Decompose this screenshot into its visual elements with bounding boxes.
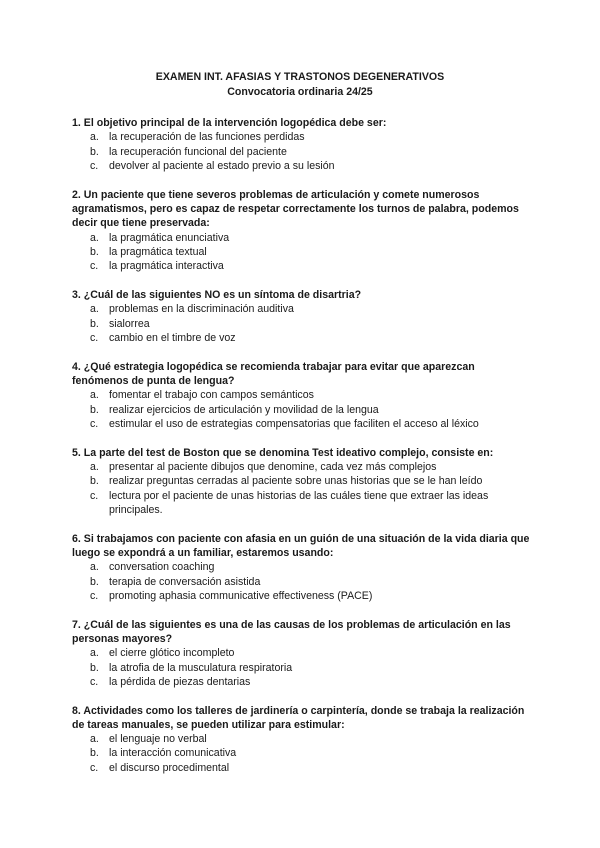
- answer-option: [72, 474, 532, 488]
- option-letter: b.: [90, 575, 99, 588]
- question-3: [72, 288, 532, 345]
- option-text: estimular el uso de estrategias compensatorias que faciliten el acceso al léxico: [109, 417, 479, 430]
- answer-option: [72, 159, 532, 173]
- option-letter: a.: [90, 733, 99, 746]
- answer-option: [72, 746, 532, 760]
- option-letter: c.: [90, 260, 99, 273]
- option-text: la pérdida de piezas dentarias: [109, 675, 251, 688]
- answer-option: [72, 589, 532, 603]
- option-letter: c.: [90, 489, 99, 502]
- answer-option: [72, 560, 532, 574]
- option-text: presentar al paciente dibujos que denomine, cada vez más complejos: [109, 460, 437, 473]
- option-letter: c.: [90, 589, 99, 602]
- answer-options: [72, 302, 532, 345]
- option-text: problemas en la discriminación auditiva: [109, 303, 294, 316]
- question-1: [72, 116, 532, 173]
- option-text: realizar preguntas cerradas al paciente sobre unas historias que se le han leído: [109, 475, 483, 488]
- question-text: 7. ¿Cuál de las siguientes es una de las causas de los problemas de articulación en las personas mayores?: [72, 618, 511, 645]
- answer-option: [72, 317, 532, 331]
- question-2: [72, 188, 532, 274]
- answer-option: [72, 245, 532, 259]
- option-letter: a.: [90, 460, 99, 473]
- answer-option: [72, 302, 532, 316]
- option-text: lectura por el paciente de unas historias de las cuáles tiene que extraer las ideas principales.: [109, 489, 489, 516]
- option-text: la interacción comunicativa: [109, 747, 237, 760]
- option-letter: a.: [90, 231, 99, 244]
- option-letter: c.: [90, 331, 99, 344]
- answer-options: [72, 560, 532, 603]
- answer-option: [72, 145, 532, 159]
- option-letter: c.: [90, 675, 99, 688]
- option-text: fomentar el trabajo con campos semánticos: [109, 389, 314, 402]
- question-7: [72, 618, 532, 689]
- question-text: 1. El objetivo principal de la intervención logopédica debe ser:: [72, 117, 387, 129]
- answer-option: [72, 646, 532, 660]
- answer-option: [72, 388, 532, 402]
- option-text: realizar ejercicios de articulación y movilidad de la lengua: [109, 403, 379, 416]
- answer-option: [72, 231, 532, 245]
- answer-options: [72, 646, 532, 689]
- answer-options: [72, 732, 532, 775]
- option-text: promoting aphasia communicative effectiveness (PACE): [109, 589, 373, 602]
- answer-option: [72, 403, 532, 417]
- answer-option: [72, 761, 532, 775]
- option-text: la pragmática enunciativa: [109, 231, 230, 244]
- option-letter: b.: [90, 317, 99, 330]
- option-text: el lenguaje no verbal: [109, 733, 207, 746]
- option-text: la recuperación de las funciones perdidas: [109, 131, 305, 144]
- exam-header: [0, 70, 600, 100]
- option-letter: b.: [90, 747, 99, 760]
- option-letter: a.: [90, 561, 99, 574]
- option-letter: b.: [90, 661, 99, 674]
- answer-option: [72, 675, 532, 689]
- answer-option: [72, 259, 532, 273]
- option-text: la pragmática interactiva: [109, 260, 224, 273]
- option-letter: a.: [90, 389, 99, 402]
- option-letter: b.: [90, 145, 99, 158]
- answer-options: [72, 388, 532, 431]
- answer-option: [72, 732, 532, 746]
- question-text: 4. ¿Qué estrategia logopédica se recomienda trabajar para evitar que aparezcan fenómenos de punta de lengua?: [72, 360, 475, 387]
- answer-option: [72, 575, 532, 589]
- question-list: [72, 116, 532, 790]
- exam-subtitle: Convocatoria ordinaria 24/25: [227, 86, 373, 98]
- option-letter: b.: [90, 475, 99, 488]
- option-letter: c.: [90, 761, 99, 774]
- option-text: la pragmática textual: [109, 245, 207, 258]
- question-5: [72, 446, 532, 517]
- question-text: 8. Actividades como los talleres de jardinería o carpintería, donde se trabaja la realización de tareas manuales, se pueden utilizar para estimular:: [72, 704, 525, 731]
- question-text: 6. Si trabajamos con paciente con afasia en un guión de una situación de la vida diaria que luego se expondrá a un familiar, estaremos usando:: [72, 532, 530, 559]
- question-4: [72, 360, 532, 431]
- answer-option: [72, 661, 532, 675]
- option-text: el discurso procedimental: [109, 761, 230, 774]
- answer-option: [72, 489, 532, 518]
- option-text: terapia de conversación asistida: [109, 575, 261, 588]
- question-6: [72, 532, 532, 603]
- option-text: devolver al paciente al estado previo a su lesión: [109, 159, 335, 172]
- option-letter: a.: [90, 131, 99, 144]
- option-text: la recuperación funcional del paciente: [109, 145, 287, 158]
- option-text: sialorrea: [109, 317, 150, 330]
- option-letter: a.: [90, 647, 99, 660]
- exam-title: EXAMEN INT. AFASIAS Y TRASTONOS DEGENERATIVOS: [155, 71, 445, 83]
- option-text: la atrofia de la musculatura respiratoria: [109, 661, 293, 674]
- option-letter: b.: [90, 403, 99, 416]
- option-letter: c.: [90, 417, 99, 430]
- answer-options: [72, 460, 532, 517]
- question-text: 5. La parte del test de Boston que se denomina Test ideativo complejo, consiste en:: [72, 446, 494, 459]
- answer-option: [72, 460, 532, 474]
- answer-options: [72, 130, 532, 173]
- answer-option: [72, 130, 532, 144]
- option-letter: a.: [90, 303, 99, 316]
- answer-option: [72, 331, 532, 345]
- answer-options: [72, 231, 532, 274]
- question-text: 3. ¿Cuál de las siguientes NO es un síntoma de disartria?: [72, 288, 362, 301]
- option-text: el cierre glótico incompleto: [109, 647, 235, 660]
- question-8: [72, 704, 532, 775]
- option-letter: b.: [90, 245, 99, 258]
- option-text: cambio en el timbre de voz: [109, 331, 236, 344]
- question-text: 2. Un paciente que tiene severos problemas de articulación y comete numerosos agramatismos, pero es capaz de respetar correctamente los turnos de palabra, podemos decir que tiene preservada:: [72, 188, 519, 230]
- option-letter: c.: [90, 159, 99, 172]
- answer-option: [72, 417, 532, 431]
- option-text: conversation coaching: [109, 561, 215, 574]
